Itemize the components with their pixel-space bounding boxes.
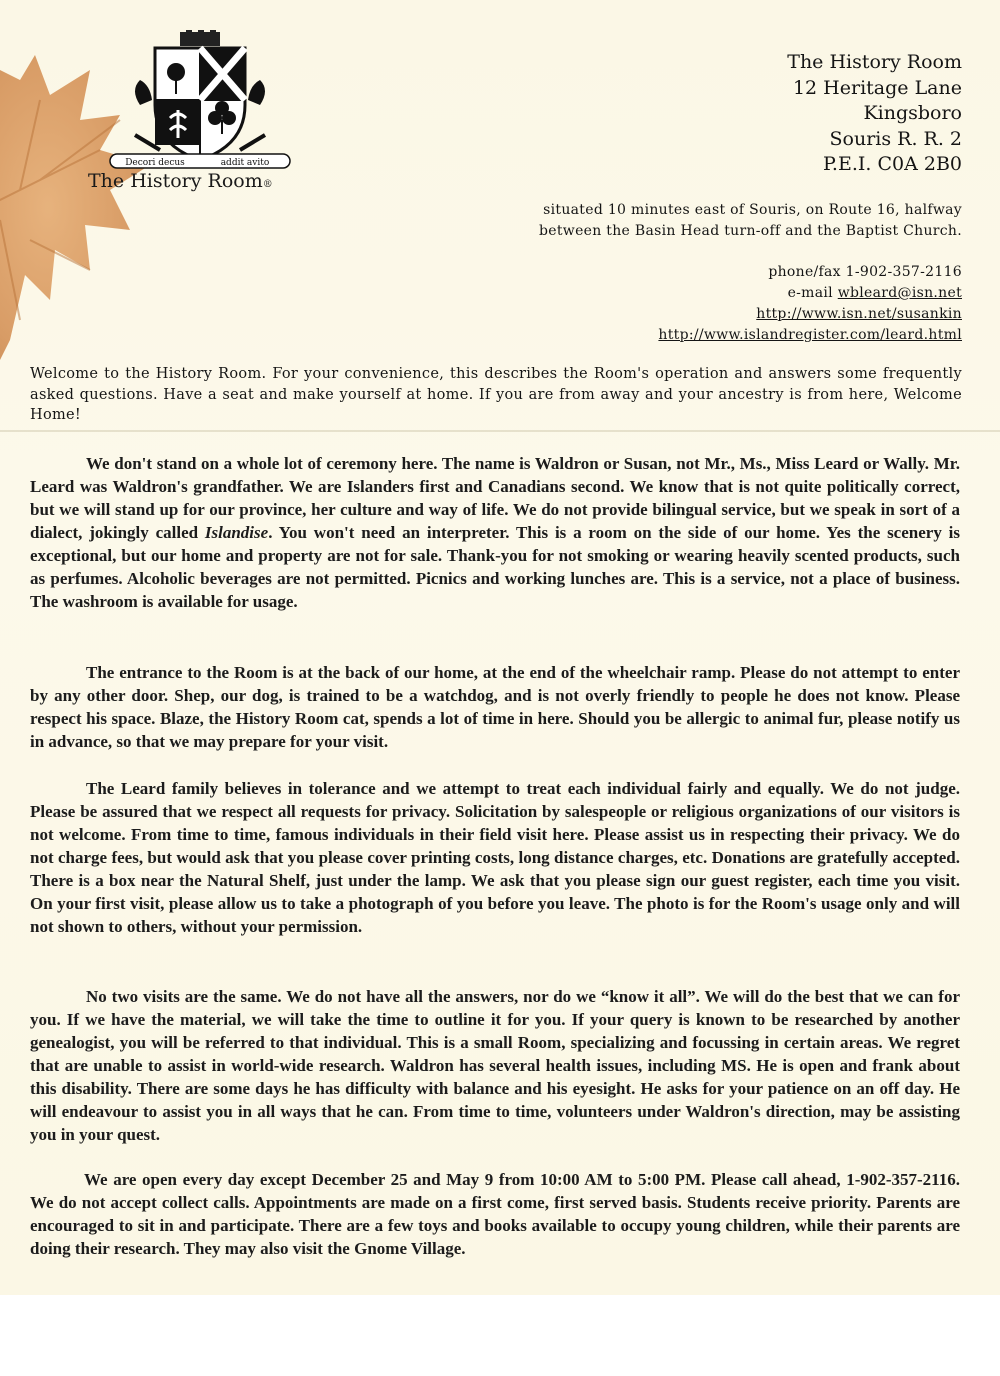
motto-left: Decori decus <box>125 158 185 168</box>
address-block <box>787 50 962 178</box>
address-line: P.E.I. C0A 2B0 <box>823 153 962 175</box>
contact-block <box>658 262 962 346</box>
address-line: Souris R. R. 2 <box>829 127 962 150</box>
body-paragraph: The Leard family believes in tolerance and we attempt to treat each individual fairly and equally. We do not judge. Please be assured that we respect all requests for privacy. Solicitation by salespeople or religious organizations of our visitors is not welcome. From time to time, famous individuals in their field visit here. Please assist us in respecting their privacy. We do not charge fees, but would ask that you please cover printing costs, long distance charges, etc. Donations are gratefully accepted. There is a box near the Natural Shelf, just under the lamp. We ask that you please sign our guest register, each time you visit. On your first visit, please allow us to take a photograph of you before you leave. The photo is for the Room's usage only and will not shown to others, without your permission. <box>30 779 960 936</box>
email-line <box>658 283 962 304</box>
body-paragraph <box>30 452 960 613</box>
address-line: 12 Heritage Lane <box>792 76 962 99</box>
logo-text: The History Room <box>88 170 263 192</box>
email-link[interactable]: wbleard@isn.net <box>837 285 962 301</box>
directions-line: situated 10 minutes east of Souris, on Route 16, halfway <box>543 202 962 218</box>
phone-fax: phone/fax 1-902-357-2116 <box>768 264 962 280</box>
paragraph-text: . You won't need an interpreter. This is a room on the side of our home. Yes the scenery is exceptional, but our home and property are not for sale. Thank-you for not smoking or wearing heavily scented products, such as perfumes. Alcoholic beverages are not permitted. Picnics and working lunches are. This is a service, not a place of business. The washroom is available for usage. <box>30 523 960 611</box>
fold-crease <box>0 430 1000 432</box>
body-paragraph: We are open every day except December 25 and May 9 from 10:00 AM to 5:00 PM. Please call ahead, 1-902-357-2116. We do not accept collect calls. Appointments are made on a first come, first served basis. Students receive priority. Parents are encouraged to sit in and participate. There are a few toys and books available to occupy young children, while their parents are doing their research. They may also visit the Gnome Village. <box>30 1170 960 1258</box>
address-line: Kingsboro <box>863 102 962 124</box>
website-link[interactable]: http://www.isn.net/susankin <box>756 306 962 322</box>
intro-paragraph: Welcome to the History Room. For your convenience, this describes the Room's operation and answers some frequently asked questions. Have a seat and make yourself at home. If you are from away and your ancestry is from here, Welcome Home! <box>30 366 962 423</box>
coat-of-arms-logo <box>100 30 300 170</box>
address-line: The History Room <box>787 51 962 73</box>
email-label: e-mail <box>787 285 833 301</box>
logo-wordmark <box>88 170 328 192</box>
website-link[interactable]: http://www.islandregister.com/leard.html <box>658 327 962 343</box>
directions-line: between the Basin Head turn-off and the Baptist Church. <box>539 223 962 239</box>
paragraph-text: We don't stand on a whole lot of ceremony here. The name is Waldron or Susan, not Mr., Ms., Miss Leard or Wally. Mr. Leard was Waldron's grandfather. We are Islanders first and Canadians second. We know that is not quite politically correct, but we will stand up for our province, her culture and way of life. We do not provide bilingual service, but we speak in sort of a dialect, jokingly called <box>30 454 960 542</box>
motto-right: addit avito <box>220 158 270 168</box>
directions-block <box>539 200 962 242</box>
body-paragraph: No two visits are the same. We do not have all the answers, nor do we “know it all”. We will do the best that we can for you. If we have the material, we will take the time to outline it for you. If your query is known to be researched by another genealogist, you will be referred to that individual. This is a small Room, specializing and focussing in certain areas. We regret that are unable to assist in world-wide research. Waldron has several health issues, including MS. He is open and frank about this disability. There are some days he has difficulty with balance and his eyesight. He asks for your patience on an off day. He will endeavour to assist you in all ways that he can. From time to time, volunteers under Waldron's direction, may be assisting you in your quest. <box>30 987 960 1144</box>
registered-mark: ® <box>262 179 273 190</box>
emphasized-word: Islandise <box>204 523 269 542</box>
body-paragraph: The entrance to the Room is at the back of our home, at the end of the wheelchair ramp. Please do not attempt to enter by any other door. Shep, our dog, is trained to be a watchdog, and is not overly friendly to people he does not know. Please respect his space. Blaze, the History Room cat, spends a lot of time in here. Should you be allergic to animal fur, please notify us in advance, so that we may prepare for your visit. <box>30 663 960 751</box>
